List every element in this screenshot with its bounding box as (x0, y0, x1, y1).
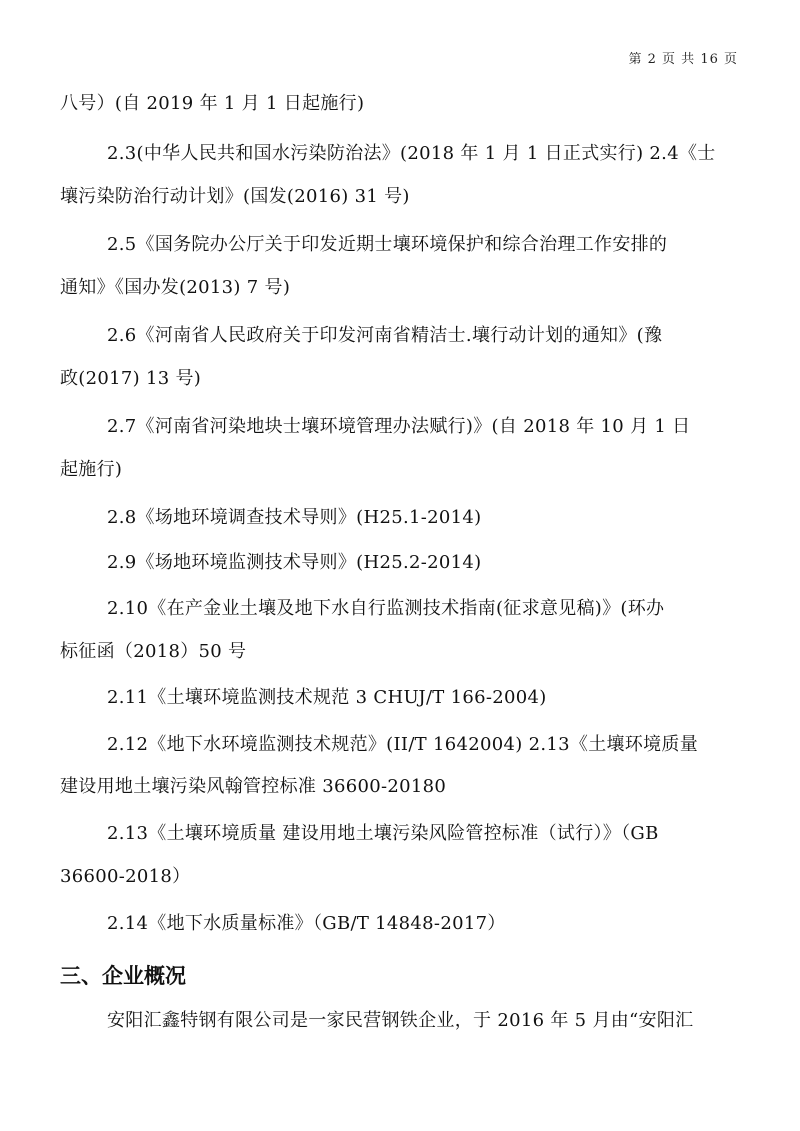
paragraph-line: 安阳汇鑫特钢有限公司是一家民营钢铁企业，于 2016 年 5 月由“安阳汇 (107, 1010, 694, 1031)
text-line: 2.9《场地环境监测技术导则》(H25.2-2014) (107, 552, 482, 573)
text-line: 2.7《河南省河染地块士壤环境管理办法赋行)》(自 2018 年 10 月 1 日 (107, 416, 691, 437)
text-line: 2.8《场地环境调查技术导则》(H25.1-2014) (107, 507, 482, 528)
text-line: 2.3(中华人民共和国水污染防治法》(2018 年 1 月 1 日正式实行) 2.4《士 (107, 143, 716, 164)
text-line: 2.6《河南省人民政府关于印发河南省精洁士.壤行动计划的通知》(豫 (107, 325, 663, 346)
text-line: 通知》《国办发(2013) 7 号) (60, 277, 291, 298)
text-line: 标征函（2018）50 号 (60, 641, 247, 662)
section-heading: 三、企业概况 (60, 964, 186, 988)
text-line: 2.12《地下水环境监测技术规范》(II/T 1642004) 2.13《土壤环境质量 (107, 734, 698, 755)
text-line: 壤污染防治行动计划》(国发(2016) 31 号) (60, 186, 410, 207)
text-line: 2.10《在产金业土壤及地下水自行监测技术指南(征求意见稿)》(环办 (107, 598, 665, 619)
text-line: 建设用地土壤污染风翰管控标准 36600-20180 (60, 776, 447, 797)
page-number: 第 2 页 共 16 页 (628, 52, 738, 67)
text-line: 2.14《地下水质量标准》（GB/T 14848-2017） (107, 913, 506, 934)
text-line: 政(2017) 13 号) (60, 368, 202, 389)
text-line: 2.5《国务院办公厅关于印发近期士壤环境保护和综合治理工作安排的 (107, 234, 668, 255)
text-line: 2.11《土壤环境监测技术规范 3 CHUJ/T 166-2004) (107, 687, 547, 708)
text-line: 起施行) (60, 459, 123, 480)
text-line: 八号）(自 2019 年 1 月 1 日起施行) (60, 93, 365, 114)
text-line: 36600-2018） (60, 866, 191, 887)
text-line: 2.13《土壤环境质量 建设用地土壤污染风险管控标准（试行）》（GB (107, 823, 659, 844)
